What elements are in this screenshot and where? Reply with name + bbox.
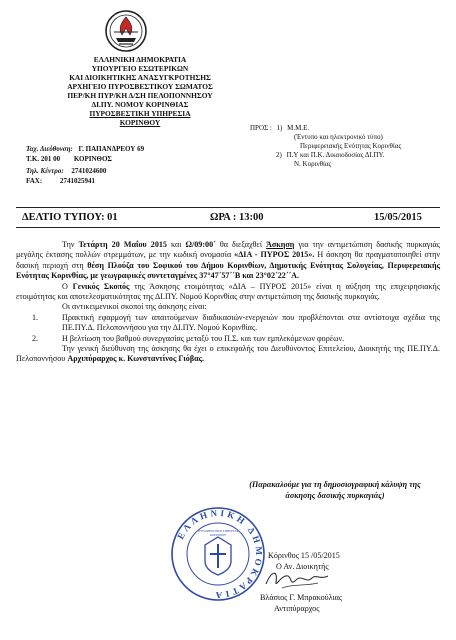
p1-location: θέση Πλούζα του Σοφικού του Δήμου Κορινθίων, Δημοτικής Ενότητας Σολυγείας, Περιφερειακής Ενότητας Κορινθίας, με γεωγραφικές συντεταγμένες 37°47΄57΄΄Β και 23°02΄22΄΄Α. [16, 260, 440, 281]
closing-note-line: άσκησης δασικής πυρκαγιάς) [285, 490, 385, 500]
handwritten-signature [262, 566, 332, 592]
paragraph-3: Οι αντικειμενικοί σκοποί της άσκησης είναι: [62, 302, 207, 312]
p1-text: και [166, 240, 186, 249]
fax-value: 2741025941 [59, 177, 95, 185]
p1-time: Ω/09:00΄ [185, 240, 216, 249]
p1-text: Την [62, 240, 79, 249]
header-line: ΑΡΧΗΓΕΙΟ ΠΥΡΟΣΒΕΣΤΙΚΟΥ ΣΩΜΑΤΟΣ [67, 82, 213, 91]
objective-2-num: 2. [32, 333, 39, 343]
contact-phone [26, 167, 106, 176]
service-city: ΚΟΡΙΝΘΟΥ [119, 118, 161, 127]
stamp-inner-text: ΠΥΡΟΣΒΕΣΤΙΚΗ ΥΠΗΡΕΣΙΑ ΚΟΡΙΝΘΟΥ [197, 530, 239, 537]
p1-codename: «ΔΙΑ - ΠΥΡΟΣ 2015». [234, 250, 315, 260]
address-value: Γ. ΠΑΠΑΝΔΡΕΟΥ 69 [78, 145, 145, 153]
title-rule-bottom [16, 227, 440, 228]
p2-purpose: Γενικός Σκοπός [72, 281, 130, 291]
p4-text: Την γενική διεύθυνση της άσκησης θα έχει ο επικεφαλής του Διευθύνοντος Επιτελείου, Διοικητής της ΠΕ.ΠΥ.Δ. Πελοποννήσου [16, 344, 440, 364]
contact-fax [26, 177, 95, 186]
paragraph-2 [16, 282, 440, 303]
recipient-1-num: 1) [276, 124, 283, 132]
stamp-emblem [205, 537, 231, 575]
stamp-ring-text: ΕΛΛΗΝΙΚΗ ΔΗΜΟΚΡΑΤΙΑ [175, 507, 265, 601]
paragraph-4 [16, 344, 440, 365]
recipient-1-name: Μ.Μ.Ε. [287, 124, 310, 132]
bulletin-date: 15/05/2015 [374, 212, 422, 223]
service-name: ΠΥΡΟΣΒΕΣΤΙΚΗ ΥΠΗΡΕΣΙΑ [89, 109, 191, 118]
phone-value: 2741024600 [71, 167, 107, 175]
p1-text: Η άσκηση θα πραγματοποιηθεί στην δασική περιοχή στη [16, 250, 440, 270]
signatory-rank: Αντιπύραρχος [274, 604, 320, 613]
recipient-1 [250, 124, 450, 133]
contact-address [26, 145, 144, 154]
p4-director: Αρχιπύραρχος κ. Κωνσταντίνος Γιόβας. [67, 354, 205, 364]
signature-place-date: Κόρινθος 15 /05/2015 [268, 551, 340, 560]
press-release-body [16, 240, 440, 365]
p1-text: θα διεξαχθεί [215, 240, 267, 249]
signatory-name: Βλάσιος Γ. Μπρακούλιας [260, 593, 343, 602]
contact-postcode [26, 155, 112, 164]
header-line: ΠΕΡ/ΚΗ ΠΥΡ/ΚΗ Δ/ΣΗ ΠΕΛΟΠΟΝΝΗΣΟΥ [67, 91, 213, 100]
header-line: ΔΙ.ΠΥ. ΝΟΜΟΥ ΚΟΡΙΝΘΙΑΣ [91, 100, 189, 109]
to-label: ΠΡΟΣ : [250, 124, 272, 132]
closing-note-line: (Παρακαλούμε για τη δημοσιογραφική κάλυψη της [249, 480, 421, 489]
header-line: ΥΠΟΥΡΓΕΙΟ ΕΣΩΤΕΡΙΚΩΝ [91, 64, 189, 73]
address-label: Ταχ. Διεύθυνση: [26, 145, 73, 153]
official-stamp [168, 504, 268, 604]
header-line: ΚΑΙ ΔΙΟΙΚΗΤΙΚΗΣ ΑΝΑΣΥΓΚΡΟΤΗΣΗΣ [69, 73, 211, 82]
postcode-label: Τ.Κ. 201 00 [26, 155, 61, 163]
paragraph-1 [16, 240, 440, 282]
header-line: ΕΛΛΗΝΙΚΗ ΔΗΜΟΚΡΑΤΙΑ [93, 55, 187, 64]
objective-1-num: 1. [32, 312, 39, 322]
objective-2 [16, 334, 440, 344]
recipient-2-name: Π.Υ και Π.Κ. Δικαιοδοσίας ΔΙ.ΠΥ. [286, 151, 385, 159]
p2-text: Ο [62, 281, 73, 291]
closing-note [230, 480, 440, 501]
authority-header [40, 55, 240, 127]
bulletin-type: ΔΕΛΤΙΟ ΤΥΠΟΥ: 01 [22, 212, 118, 223]
recipient-2-num: 2) [276, 151, 282, 159]
title-rule-top [16, 207, 440, 208]
p1-text: για την αντιμετώπιση δασικής πυρκαγιάς μεγάλης έκτασης πολλών στρεμμάτων, με την κωδική ονομασία [16, 240, 440, 260]
objective-1-text: Πρακτική εφαρμογή των απαιτούμενων διαδικασιών-ενεργειών που προβλέπονται στα αντίστοιχα σχέδια της ΠΕ.ΠΥ.Δ. Πελοποννήσου για την ΔΙ.ΠΥ. Νομού Κορινθίας. [62, 312, 440, 333]
p1-exercise: Άσκηση [266, 240, 295, 249]
bulletin-time: ΩΡΑ : 13:00 [210, 212, 264, 223]
fax-label: FAX: [26, 177, 43, 185]
recipient-1-sub2: Περιφερειακής Ενότητας Κορινθίας [300, 142, 402, 150]
signature-role: Ο Αν. Διοικητής [276, 562, 329, 571]
postcode-value: ΚΟΡΙΝΘΟΣ [73, 155, 112, 163]
recipient-2 [276, 151, 450, 160]
p1-date: Τετάρτη 20 Μαΐου 2015 [78, 240, 167, 249]
p2-text: της Άσκησης ετοιμότητας «ΔΙΑ – ΠΥΡΟΣ 2015» είναι η αύξηση της επιχειρησιακής ετοιμότητας και αποτελεσματικότητας της ΔΙ.ΠΥ. Νομού Κορινθίας στην αντιμετώπιση της δασικής πυρκαγιάς. [16, 281, 440, 302]
recipient-2-sub: Ν. Κορινθίας [294, 160, 332, 168]
recipient-1-sub: (Έντυπο και ηλεκτρονικό τύπο) [294, 133, 383, 141]
fire-service-emblem [104, 8, 148, 54]
objective-1 [16, 313, 440, 334]
objective-2-text: Η βελτίωση του βαθμού συνεργασίας μεταξύ του Π.Σ. και των εμπλεκόμενων φορέων. [62, 333, 345, 343]
recipients-block [250, 124, 450, 169]
phone-label: Τηλ. Κέντρο: [26, 167, 64, 175]
